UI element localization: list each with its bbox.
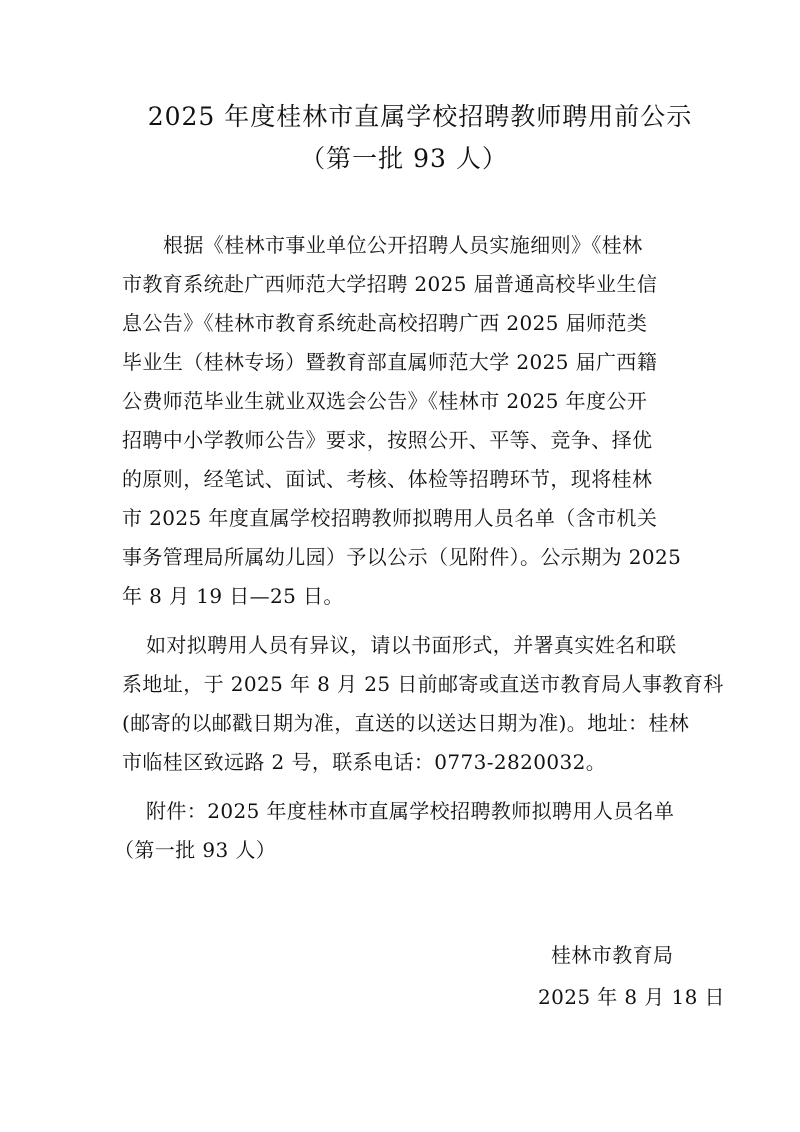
paragraph-line: 息公告》《桂林市教育系统赴高校招聘广西 2025 届师范类	[122, 311, 648, 335]
attachment-line: 附件：2025 年度桂林市直属学校招聘教师拟聘用人员名单	[146, 799, 675, 823]
paragraph-line: 如对拟聘用人员有异议，请以书面形式，并署真实姓名和联	[146, 633, 677, 657]
paragraph-line: (邮寄的以邮戳日期为准，直送的以送达日期为准)。地址：桂林	[122, 711, 690, 735]
paragraph-line: 事务管理局所属幼儿园）予以公示（见附件）。公示期为 2025	[122, 545, 682, 569]
paragraph-line: 市 2025 年度直属学校招聘教师拟聘用人员名单（含市机关	[122, 506, 658, 530]
paragraph-line: 的原则，经笔试、面试、考核、体检等招聘环节，现将桂林	[122, 467, 653, 491]
paragraph-line: 招聘中小学教师公告》要求，按照公开、平等、竞争、择优	[122, 428, 653, 452]
paragraph-line: 市临桂区致远路 2 号，联系电话：0773-2820032。	[122, 750, 607, 774]
document-title: 2025 年度桂林市直属学校招聘教师聘用前公示	[147, 102, 693, 131]
paragraph-line: 毕业生（桂林专场）暨教育部直属师范大学 2025 届广西籍	[122, 350, 658, 374]
paragraph-line: 年 8 月 19 日—25 日。	[122, 584, 344, 608]
attachment-line: （第一批 93 人）	[114, 838, 277, 862]
document-subtitle: （第一批 93 人）	[300, 144, 508, 173]
paragraph-line: 系地址，于 2025 年 8 月 25 日前邮寄或直送市教育局人事教育科	[122, 672, 724, 696]
paragraph-line: 根据《桂林市事业单位公开招聘人员实施细则》《桂林	[163, 233, 643, 257]
signature-date: 2025 年 8 月 18 日	[538, 985, 725, 1009]
signature-organization: 桂林市教育局	[551, 943, 674, 967]
paragraph-line: 公费师范毕业生就业双选会公告》《桂林市 2025 年度公开	[122, 389, 648, 413]
paragraph-line: 市教育系统赴广西师范大学招聘 2025 届普通高校毕业生信	[122, 272, 658, 296]
